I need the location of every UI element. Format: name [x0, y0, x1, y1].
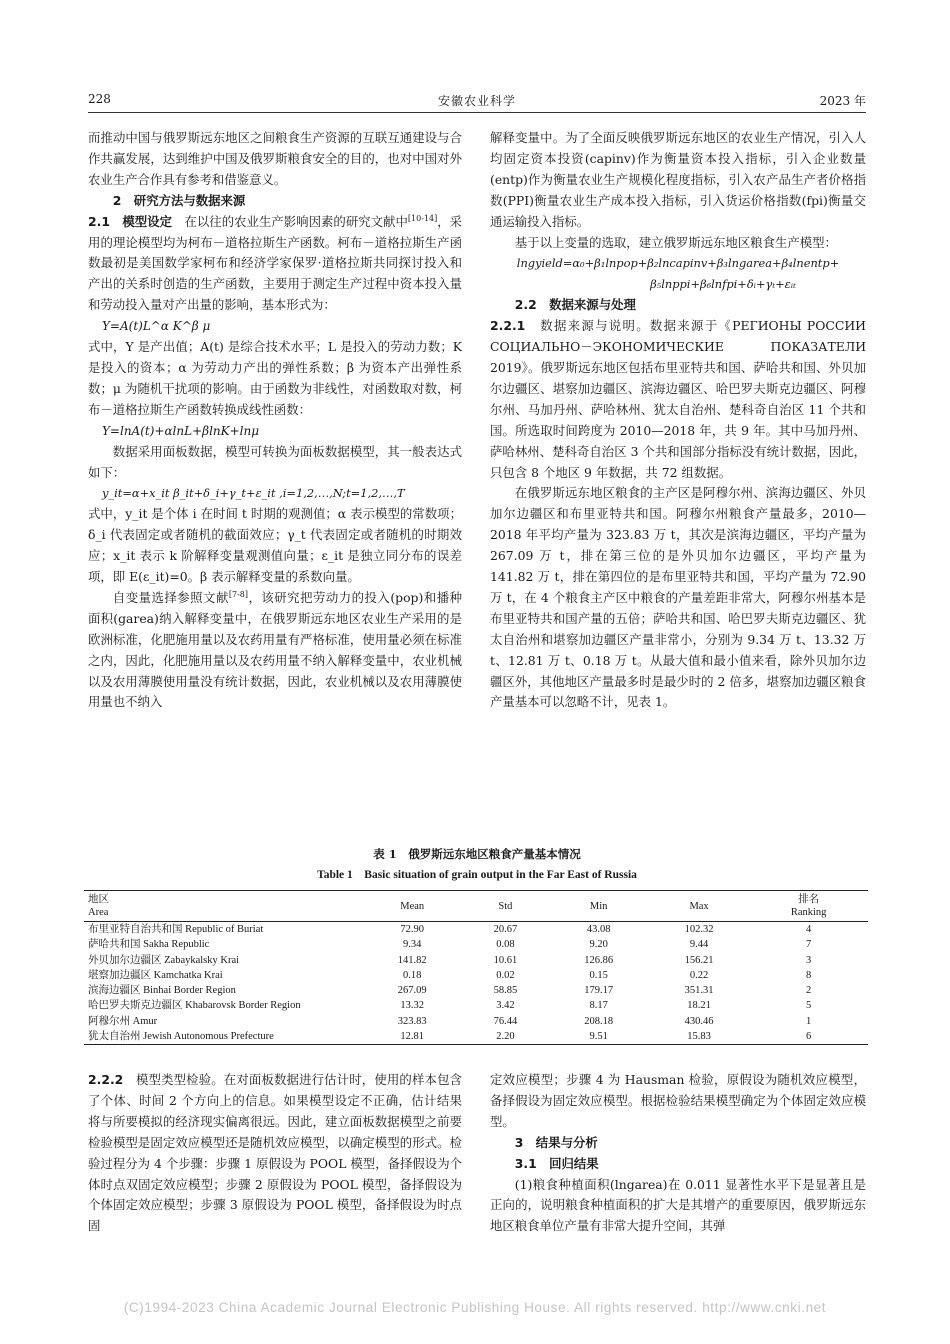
cell-area: 犹太自治州 Jewish Autonomous Prefecture — [84, 1029, 362, 1045]
bottom-left-column — [88, 1070, 462, 1237]
cell-area: 阿穆尔州 Amur — [88, 1015, 158, 1027]
col-ranking-cn: 排名 — [798, 894, 820, 905]
table-row — [84, 937, 868, 952]
table-row — [84, 922, 868, 938]
cell-max: 0.22 — [689, 969, 709, 981]
cell-std: 2.20 — [462, 1029, 548, 1045]
col-area-en: Area — [88, 907, 109, 918]
cell-std: 0.02 — [496, 969, 515, 981]
journal-title: 安徽农业科学 — [437, 94, 516, 108]
cell-area: 布里亚特自治共和国 Republic of Buriat — [88, 924, 264, 935]
paragraph-model-test-cont: 定效应模型；步骤 4 为 Hausman 检验，原假设为随机效应模型，备择假设为固定效应模型。根据检验结果模型确定为个体固定效应模型。 — [490, 1072, 866, 1129]
cell-max: 351.31 — [684, 985, 714, 997]
section-2-2-title: 2.2 数据来源与处理 — [514, 297, 636, 313]
table-row — [84, 953, 868, 968]
section-3-1-title: 3.1 回归结果 — [514, 1155, 599, 1171]
cell-std: 3.42 — [496, 1000, 515, 1012]
cell-std: 20.67 — [493, 924, 518, 935]
citation: [10-14] — [407, 213, 438, 223]
citation: [7-8] — [228, 589, 248, 599]
page-number: 228 — [88, 92, 111, 106]
journal-year: 2023 年 — [819, 94, 866, 108]
paragraph-continuation: 而推动中国与俄罗斯远东地区之间粮食生产资源的互联互通建设与合作共赢发展，达到维护中国及俄罗斯粮食安全的目的，也对中国对外农业生产合作具有参考和借鉴意义。 — [88, 130, 462, 187]
paragraph-model-intro: 基于以上变量的选取，建立俄罗斯远东地区粮食生产模型： — [514, 234, 837, 250]
cell-rank: 3 — [806, 954, 812, 966]
page-header — [88, 88, 866, 113]
cell-max: 430.46 — [684, 1015, 714, 1027]
cell-area: 滨海边疆区 Binhai Border Region — [88, 985, 236, 997]
indep-text-a: 自变量选择参照文献 — [112, 589, 229, 605]
formula-cobb-douglas: Y=A(t)L^α K^β μ — [102, 319, 211, 334]
cell-max: 15.83 — [649, 1029, 749, 1045]
cell-max: 102.32 — [684, 924, 714, 935]
cell-std: 76.44 — [493, 1015, 518, 1027]
section-2-1-head: 2.1 模型设定 — [88, 213, 173, 229]
cell-mean: 267.09 — [397, 985, 427, 997]
cell-min: 179.17 — [584, 985, 614, 997]
table-row — [84, 983, 868, 998]
table-row — [84, 968, 868, 983]
cell-mean: 9.34 — [403, 939, 422, 951]
cell-rank: 2 — [806, 985, 812, 997]
cell-max: 18.21 — [687, 1000, 711, 1012]
cell-std: 10.61 — [493, 954, 518, 966]
grain-output-table — [84, 890, 868, 1045]
right-column — [490, 128, 866, 713]
cell-min: 9.20 — [589, 939, 608, 951]
cell-rank: 1 — [806, 1015, 812, 1027]
cell-min: 208.18 — [584, 1015, 614, 1027]
cell-min: 8.17 — [589, 1000, 608, 1012]
formula-explanation-1: 式中，Y 是产出值；A(t) 是综合技术水平；L 是投入的劳动力数；K 是投入的资本；α 为劳动力产出的弹性系数；β 为资本产出弹性系数；μ 为随机干扰项的影响。由于函数为非线性，对函数取对数，柯布－道格拉斯生产函数转换成线性函数： — [88, 339, 462, 417]
section-3-title: 3 结果与分析 — [514, 1134, 598, 1150]
left-column — [88, 128, 462, 713]
cell-max: 9.44 — [689, 939, 709, 951]
paragraph-results-1: (1)粮食种植面积(lngarea)在 0.011 显著性水平下是显著且是正向的，说明粮食种植面积的扩大是其增产的重要原因，俄罗斯远东地区粮食单位产量有非常大提升空间，其弹 — [490, 1176, 866, 1234]
cell-area: 萨哈共和国 Sakha Republic — [88, 939, 210, 951]
cell-min: 126.86 — [584, 954, 614, 966]
cell-rank: 5 — [806, 1000, 812, 1012]
cell-mean: 323.83 — [397, 1015, 427, 1027]
cell-mean: 12.81 — [362, 1029, 462, 1045]
table-body — [84, 922, 868, 1045]
col-ranking-en: Ranking — [790, 907, 827, 918]
paragraph-variables: 解释变量中。为了全面反映俄罗斯远东地区的农业生产情况，引入人均固定资本投资(capinv)作为衡量资本投入指标，引入企业数量(entp)作为衡量农业生产规模化程度指标，引入农产品生产者价格指数(PPI)衡量农业生产成本投入指标，引入货运价格指数(fpi)衡量交通运输投入指标。 — [490, 130, 866, 229]
cell-mean: 13.32 — [400, 1000, 424, 1012]
section-2-2-2-text: 模型类型检验。在对面板数据进行估计时，使用的样本包含了个体、时间 2 个方向上的信息。如果模型设定不正确，估计结果将与所要模拟的经济现实偏离很远。因此，建立面板数据模型之前要检验模型是固定效应模型还是随机效应模型，以确定模型的形式。检验过程分为 4 个步骤：步骤 1 原假设为 POOL 模型，备择假设为个体时点双固定效应模型；步骤 2 原假设为 POOL 模型，备择假设为个体固定效应模型；步骤 3 原假设为 POOL 模型，备择假设为时点固 — [88, 1072, 463, 1234]
section-2-2-2 — [88, 1070, 462, 1237]
table-row — [84, 998, 868, 1013]
copyright-footer: (C)1994-2023 China Academic Journal Electronic Publishing House. All rights reserved. http://www.cnki.net — [123, 1300, 827, 1315]
bottom-right-column — [490, 1070, 866, 1237]
cell-rank: 8 — [806, 969, 812, 981]
section-2-title: 2 研究方法与数据来源 — [112, 192, 246, 208]
cell-area: 堪察加边疆区 Kamchatka Krai — [88, 969, 223, 981]
formula-panel-model: y_it=α+x_it β_it+δ_i+γ_t+ε_it ,i=1,2,…,N;t=1,2,…,T — [102, 486, 405, 501]
cell-min: 43.08 — [586, 924, 611, 935]
table-row — [84, 1014, 868, 1029]
table-caption-en: Table 1 Basic situation of grain output in the Far East of Russia — [317, 869, 637, 881]
table-header-row — [84, 891, 868, 922]
col-std: Std — [462, 891, 548, 922]
section-2-2-1-head: 2.2.1 — [490, 318, 526, 334]
section-2-2-1 — [490, 316, 866, 483]
cell-min: 9.51 — [548, 1029, 648, 1045]
cell-rank: 4 — [806, 924, 812, 935]
cell-mean: 72.90 — [400, 924, 424, 935]
cell-min: 0.15 — [589, 969, 608, 981]
cell-std: 0.08 — [496, 939, 515, 951]
section-2-2-2-head: 2.2.2 — [88, 1072, 124, 1087]
col-area — [84, 891, 362, 922]
cell-area: 哈巴罗夫斯克边疆区 Khabarovsk Border Region — [88, 1000, 301, 1012]
formula-grain-model-line1: lngyield=α₀+β₁lnpop+β₂lncapinv+β₃lngarea+β₄lnentp+ — [516, 256, 840, 271]
cell-std: 58.85 — [493, 985, 518, 997]
section-2-2-1-text: 数据来源与说明。数据来源于《РЕГИОНЫ РОССИИ СОЦИАЛЬНО－ЭКОНОМИЧЕСКИЕ ПОКАЗАТЕЛИ 2019》。俄罗斯远东地区包括布里亚特共和国、萨哈共和国、外贝加尔边疆区、堪察加边疆区、滨海边疆区、哈巴罗夫斯克边疆区、阿穆尔州、马加丹州、萨哈林州、犹太自治州、楚科奇自治区 11 个共和国。所选取时间跨度为 2010—2018 年，共 9 年。其中马加丹州、萨哈林州、楚科奇自治区 3 个共和国部分指标没有统计数据，因此，只包含 8 个地区 9 年数据，共 72 组数据。 — [490, 318, 866, 480]
col-area-cn: 地区 — [88, 894, 109, 905]
col-min: Min — [548, 891, 648, 922]
section-2-1-text-b: ，采用的理论模型均为柯布－道格拉斯生产函数。柯布－道格拉斯生产函数最初是美国数学家柯布和经济学家保罗·道格拉斯共同探讨投入和产出的关系时创造的生产函数，主要用于测定生产过程中资本投入量和劳动投入量对产出量的影响，基本形式为： — [88, 213, 463, 313]
cell-mean: 0.18 — [403, 969, 422, 981]
cell-rank: 6 — [749, 1029, 868, 1045]
paragraph-main-production: 在俄罗斯远东地区粮食的主产区是阿穆尔州、滨海边疆区、外贝加尔边疆区和布里亚特共和国。阿穆尔州粮食产量最多，2010—2018 年平均产量为 323.83 万 t，其次是滨海边疆区，平均产量为 267.09 万 t，排在第三位的是外贝加尔边疆区，平均产量为 141.82 万 t，排在第四位的是布里亚特共和国，平均产量为 72.90 万 t，在 4 个粮食主产区中粮食的产量差距非常大，阿穆尔州基本是布里亚特共和国产量的五倍；萨哈共和国、哈巴罗夫斯克边疆区、犹太自治州和堪察加边疆区产量非常小，分别为 9.34 万 t、13.32 万 t、12.81 万 t、0.18 万 t。从最大值和最小值来看，除外贝加尔边疆区外，其他地区产量最多时是最少时的 2 倍多，堪察加边疆区粮食产量基本可以忽略不计，见表 1。 — [490, 485, 866, 710]
cell-rank: 7 — [806, 939, 812, 951]
paragraph-panel-data: 数据采用面板数据，模型可转换为面板数据模型，其一般表达式如下： — [88, 443, 462, 480]
section-2-1-text-a: 在以往的农业生产影响因素的研究文献中 — [184, 213, 408, 229]
indep-text-b: ，该研究把劳动力的投入(pop)和播种面积(garea)纳入解释变量中，在俄罗斯远东地区农业生产采用的是欧洲标准，化肥施用量以及农药用量有严格标准，使用量必须在标准之内，因此，化肥施用量以及农药用量不纳入解释变量中，农业机械以及农用薄膜使用量没有统计数据，因此，农业机械以及农用薄膜使用量也不纳入 — [88, 589, 463, 710]
paragraph-independent-variables — [88, 588, 462, 713]
col-max: Max — [649, 891, 749, 922]
formula-grain-model-line2: β₅lnppi+β₆lnfpi+δᵢ+γₜ+εᵢₜ — [650, 277, 796, 292]
cell-mean: 141.82 — [397, 954, 427, 966]
cell-area: 外贝加尔边疆区 Zabaykalsky Krai — [88, 954, 240, 966]
col-mean: Mean — [362, 891, 462, 922]
section-2-1 — [88, 212, 462, 317]
table-caption-cn: 表 1 俄罗斯远东地区粮食产量基本情况 — [373, 847, 581, 861]
col-ranking — [749, 891, 868, 922]
cell-max: 156.21 — [684, 954, 714, 966]
table-row — [84, 1029, 868, 1045]
formula-log-linear: Y=lnA(t)+αlnL+βlnK+lnμ — [102, 423, 260, 438]
formula-explanation-2: 式中，y_it 是个体 i 在时间 t 时期的观测值；α 表示模型的常数项；δ_i 代表固定或者随机的截面效应；γ_t 代表固定或者随机的时期效应；x_it 表示 k 阶解释变量观测值向量；ε_it 是独立同分布的误差项，即 E(ε_it)=0。β 表示解释变量的系数向量。 — [88, 506, 462, 585]
